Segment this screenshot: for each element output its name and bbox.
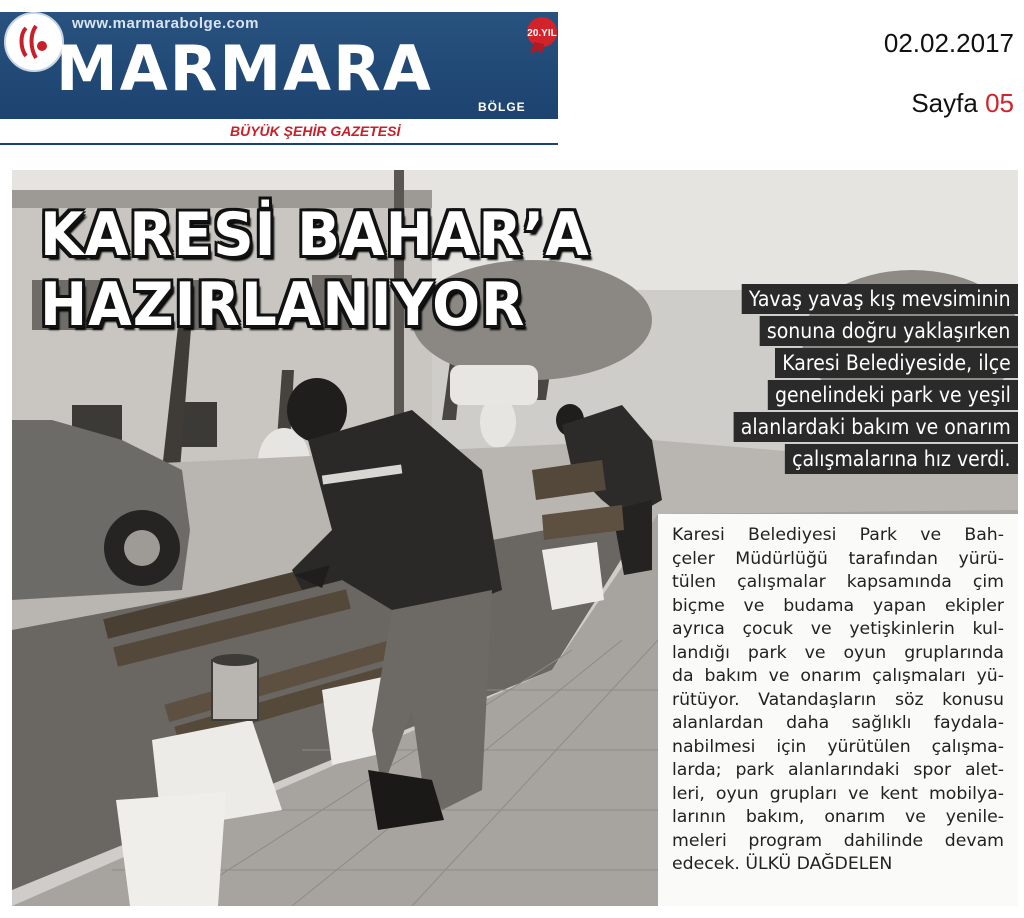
body-line: landığı park ve oyun gruplarında	[672, 642, 1004, 663]
body-line: leri, oyun grupları ve kent mobilya-	[672, 783, 1004, 804]
newspaper-logo-icon	[4, 12, 64, 72]
body-line: meleri program dahilinde devam	[672, 830, 1004, 851]
page-number: 05	[985, 88, 1014, 118]
summary-line: Yavaş yavaş kış mevsiminin	[742, 284, 1018, 314]
body-line-byline: edecek. ÜLKÜ DAĞDELEN	[672, 854, 893, 874]
clip-date: 02.02.2017	[883, 28, 1014, 58]
summary-line: genelindeki park ve yeşil	[768, 380, 1018, 410]
article-headline: KARESİ BAHAR’A HAZIRLANIYOR	[40, 200, 590, 340]
body-line: Karesi Belediyesi Park ve Bah-	[672, 525, 1004, 545]
summary-line: çalışmalarına hız verdi.	[785, 444, 1018, 474]
body-line: ayrıca çocuk ve yetişkinlerin kul-	[672, 619, 1004, 639]
page-label: Sayfa	[911, 88, 978, 118]
body-line: larının bakım, onarım ve yenile-	[672, 807, 1004, 827]
masthead-title: MARMARA	[56, 32, 433, 105]
body-line: alanlardan daha sağlıklı faydala-	[672, 713, 1004, 733]
body-line: larda; park alanlarındaki spor alet-	[672, 760, 1004, 780]
body-line: tülen çalışmalar kapsamında çim	[672, 572, 1004, 592]
summary-line: sonuna doğru yaklaşırken	[760, 316, 1018, 346]
masthead-tagline-bar	[0, 119, 558, 145]
anniversary-ribbon-icon	[522, 14, 562, 54]
masthead-subtitle: BÖLGE	[478, 100, 526, 114]
masthead-url: www.marmarabolge.com	[72, 15, 259, 32]
body-line: biçme ve budama yapan ekipler	[672, 595, 1004, 616]
summary-line: Karesi Belediyeside, ilçe	[775, 348, 1018, 378]
summary-line: alanlardaki bakım ve onarım	[734, 412, 1018, 442]
article-clipping	[12, 170, 1018, 906]
body-line: da bakım ve onarım çalışmaları yü-	[672, 666, 1004, 686]
newspaper-masthead	[0, 12, 558, 119]
page-reference	[911, 88, 1014, 119]
anniversary-label: 20.YIL	[527, 28, 557, 39]
article-body	[658, 514, 1018, 906]
body-line: çeler Müdürlüğü tarafından yürü-	[672, 548, 1004, 569]
article-summary	[666, 284, 1018, 476]
body-line: rütüyor. Vatandaşların söz konusu	[672, 689, 1004, 710]
body-line: nabilmesi için yürütülen çalışma-	[672, 736, 1004, 757]
masthead-tagline: BÜYÜK ŞEHİR GAZETESİ	[230, 123, 401, 139]
